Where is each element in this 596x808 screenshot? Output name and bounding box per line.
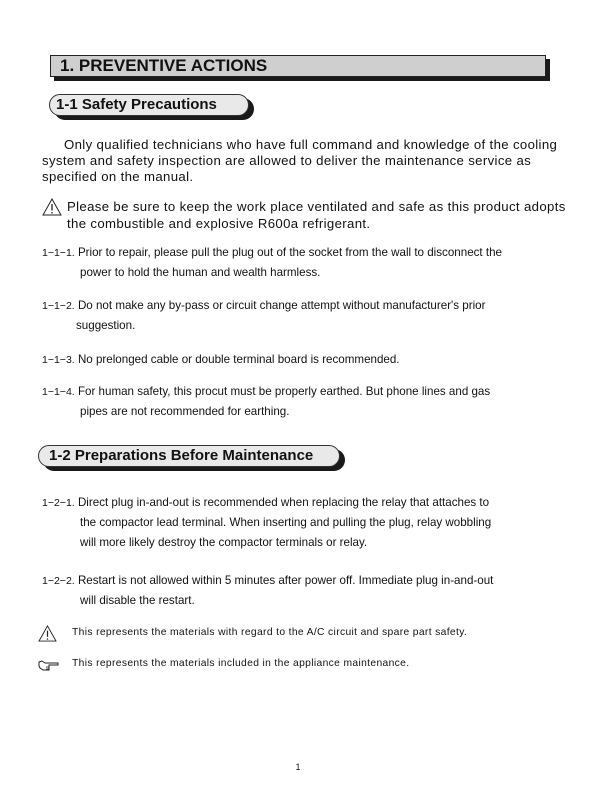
legend-hand-text: This represents the materials included in the appliance maintenance. — [72, 658, 410, 669]
item-number: 1−1−4. — [42, 386, 75, 398]
item-number: 1−1−2. — [42, 300, 75, 312]
list-item — [42, 296, 562, 336]
legend-warning-text: This represents the materials with regard to the A/C circuit and spare part safety. — [72, 627, 468, 638]
subsection-heading-preparations — [38, 445, 340, 467]
item-text: Direct plug in-and-out is recommended when replacing the relay that attaches to — [77, 496, 490, 509]
item-text: Prior to repair, please pull the plug out of the socket from the wall to disconnect the — [77, 246, 502, 259]
item-number: 1−2−1. — [42, 497, 75, 509]
intro-paragraph: Only qualified technicians who have full command and knowledge of the cooling system and safety inspection are allowed to deliver the maintenance service as specified on the manual. — [42, 137, 558, 184]
list-item — [42, 571, 562, 611]
item-text: Do not make any by-pass or circuit change attempt without manufacturer's prior — [77, 299, 486, 312]
item-text-continued: will disable the restart. — [80, 594, 195, 607]
warning-triangle-icon — [38, 625, 57, 642]
item-number: 1−1−1. — [42, 247, 75, 259]
pointing-hand-icon — [38, 658, 60, 672]
list-item — [42, 382, 562, 422]
item-text-continued: suggestion. — [76, 319, 136, 332]
section-title: 1. PREVENTIVE ACTIONS — [50, 55, 546, 77]
page-number: 1 — [295, 762, 301, 772]
warning-text: Please be sure to keep the work place ventilated and safe as this product adopts the combustible and explosive R600a refrigerant. — [67, 199, 566, 231]
warning-triangle-icon — [42, 198, 62, 216]
subsection-heading-text: 1-1 Safety Precautions — [49, 94, 249, 116]
item-text-continued: the compactor lead terminal. When inserting and pulling the plug, relay wobbling — [80, 516, 492, 529]
item-text-continued: power to hold the human and wealth harmless. — [80, 266, 321, 279]
subsection-heading-safety — [49, 94, 249, 116]
item-number: 1−1−3. — [42, 354, 75, 366]
subsection-heading-text: 1-2 Preparations Before Maintenance — [38, 445, 340, 467]
section-title-bar — [50, 55, 546, 77]
item-text: No prelonged cable or double terminal board is recommended. — [77, 353, 400, 366]
list-item — [42, 350, 562, 370]
list-item — [42, 493, 562, 553]
item-text: For human safety, this procut must be properly earthed. But phone lines and gas — [77, 385, 491, 398]
item-text-continued: will more likely destroy the compactor terminals or relay. — [80, 536, 368, 549]
list-item — [42, 243, 562, 283]
item-text-continued: pipes are not recommended for earthing. — [80, 405, 290, 418]
item-text: Restart is not allowed within 5 minutes after power off. Immediate plug in-and-out — [77, 574, 494, 587]
item-number: 1−2−2. — [42, 575, 75, 587]
